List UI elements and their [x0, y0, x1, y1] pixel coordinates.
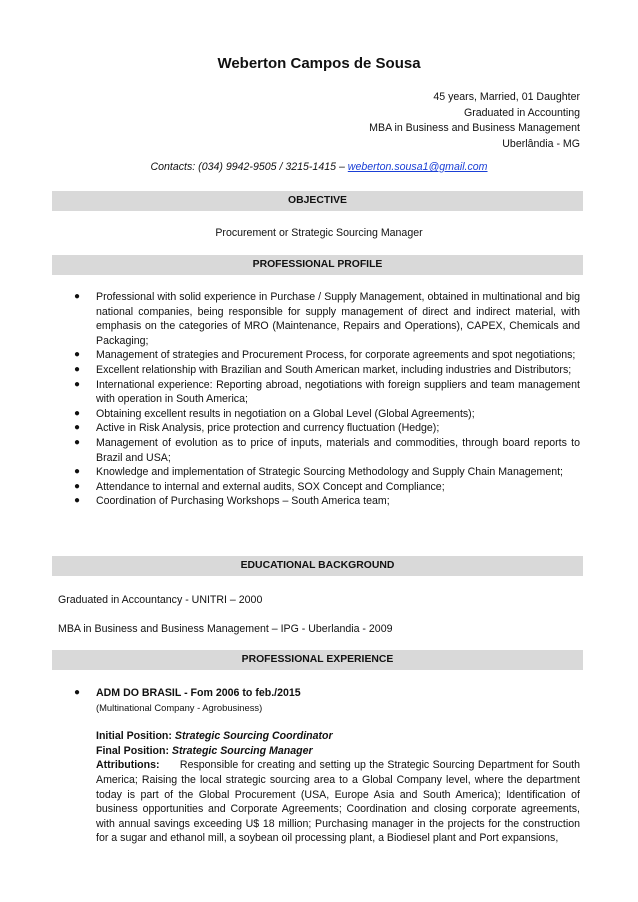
list-item: ● International experience: Reporting abroad, negotiations with foreign suppliers and team management with operation in South America; [74, 378, 580, 406]
list-item: ● Management of evolution as to price of inputs, materials and commodities, through board reports to Brazil and USA; [74, 436, 580, 464]
list-item: ● Attendance to internal and external audits, SOX Concept and Compliance; [74, 480, 445, 493]
section-educational-background: EDUCATIONAL BACKGROUND [52, 556, 583, 576]
list-item: ● Excellent relationship with Brazilian and South American market, including industries and Distributors; [74, 363, 572, 376]
candidate-name: Weberton Campos de Sousa [217, 55, 421, 72]
company-name: ADM DO BRASIL - Fom 2006 to feb./2015 [96, 687, 301, 699]
final-position: Final Position: Strategic Sourcing Manager [96, 744, 313, 757]
list-item: ● Obtaining excellent results in negotiation on a Global Level (Global Agreements); [74, 407, 475, 420]
position-block [70, 729, 580, 846]
bullet-icon: ● [74, 349, 81, 361]
attributions: Attributions: Responsible for creating and setting up the Strategic Sourcing Department for South America; Raising the local strategic sourcing area to a Global Company level, where the department today is part of the Global Procurement (USA, Europe Asia and South America); Identification of business opportunities and Corporate Agreements; Coordination and closing corporate agreements, with annual savings exceeding U$ 18 million; Purchasing manager in the projects for the construction for a sugar and ethanol mill, a soybean oil processing plant, a Biodiesel plant and Port expansions, [96, 759, 580, 845]
list-item: ● Knowledge and implementation of Strategic Sourcing Methodology and Supply Chain Management; [74, 466, 564, 479]
bullet-icon: ● [74, 407, 81, 419]
education-item: MBA in Business and Business Management – IPG - Uberlandia - 2009 [58, 623, 393, 635]
contacts-line [0, 160, 638, 175]
objective-text: Procurement or Strategic Sourcing Manager [215, 227, 423, 239]
personal-line: MBA in Business and Business Management [369, 122, 580, 134]
education-item: Graduated in Accountancy - UNITRI – 2000 [58, 594, 263, 606]
bullet-icon: ● [74, 436, 81, 448]
bullet-icon: ● [74, 363, 81, 375]
bullet-icon: ● [74, 466, 81, 478]
profile-list [70, 290, 580, 509]
section-professional-experience: PROFESSIONAL EXPERIENCE [52, 650, 583, 670]
experience-entry [70, 686, 580, 846]
section-professional-profile: PROFESSIONAL PROFILE [52, 255, 583, 275]
personal-line: 45 years, Married, 01 Daughter [433, 91, 580, 103]
list-item: ● Management of strategies and Procurement Process, for corporate agreements and spot negotiations; [74, 349, 576, 362]
bullet-icon: ● [74, 480, 81, 492]
section-objective: OBJECTIVE [52, 191, 583, 211]
email-link[interactable]: weberton.sousa1@gmail.com [347, 161, 488, 173]
initial-position: Initial Position: Strategic Sourcing Coordinator [96, 730, 333, 743]
list-item: ● Coordination of Purchasing Workshops – South America team; [74, 495, 390, 508]
personal-line: Graduated in Accounting [463, 106, 580, 119]
bullet-icon: ● [74, 495, 81, 507]
bullet-icon: ● [74, 687, 81, 698]
company-description: (Multinational Company - Agrobusiness) [96, 701, 263, 713]
company-line [70, 686, 580, 701]
bullet-icon: ● [74, 291, 81, 302]
contacts-phone: Contacts: (034) 9942-9505 / 3215-1415 – [150, 161, 348, 173]
list-item: ● Professional with solid experience in Purchase / Supply Management, obtained in multinational and big national companies, being responsible for supply management of direct and indirect material, with emphasis on the categories of MRO (Maintenance, Repairs and Operations), CAPEX, Chemicals and Packaging; [74, 291, 580, 347]
bullet-icon: ● [74, 422, 81, 434]
bullet-icon: ● [74, 378, 81, 390]
personal-info [369, 90, 580, 152]
personal-line: Uberlândia - MG [502, 137, 580, 150]
list-item: ● Active in Risk Analysis, price protection and currency fluctuation (Hedge); [74, 422, 440, 435]
